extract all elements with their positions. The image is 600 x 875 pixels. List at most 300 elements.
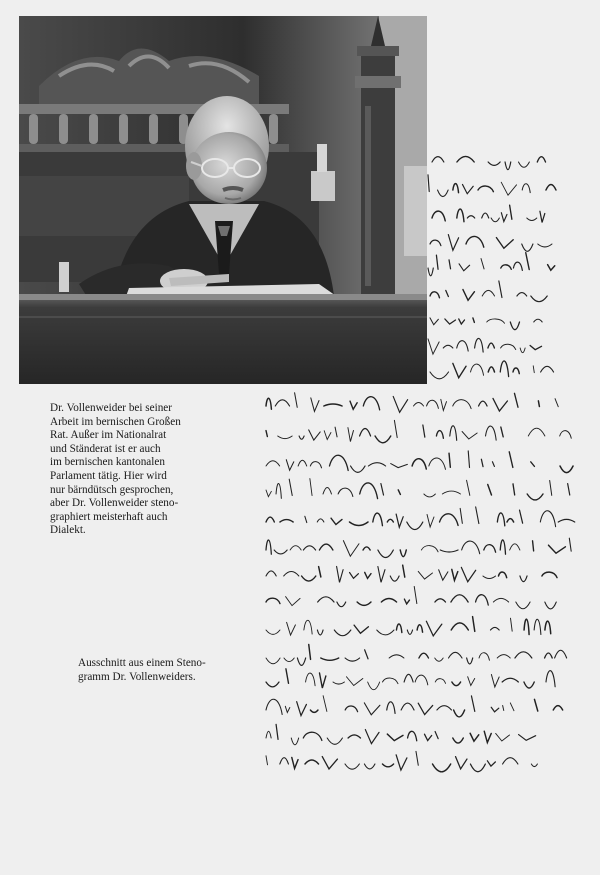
shorthand-stroke — [560, 466, 573, 473]
shorthand-stroke — [305, 760, 319, 764]
shorthand-stroke — [468, 677, 475, 686]
shorthand-stroke — [569, 538, 571, 551]
shorthand-stroke — [471, 364, 484, 375]
shorthand-stroke — [364, 764, 375, 769]
shorthand-stroke — [266, 398, 271, 409]
shorthand-stroke — [387, 519, 393, 522]
stenogram-drawing — [262, 140, 592, 780]
shorthand-stroke — [533, 541, 534, 551]
photo-caption-line: Dr. Vollenweider bei seiner — [50, 402, 172, 414]
shorthand-stroke — [363, 397, 379, 410]
shorthand-stroke — [322, 757, 337, 769]
shorthand-stroke — [479, 653, 489, 661]
shorthand-stroke — [266, 699, 282, 714]
shorthand-stroke — [503, 705, 504, 710]
shorthand-stroke — [320, 673, 326, 688]
shorthand-stroke — [484, 731, 491, 742]
shorthand-stroke — [501, 427, 503, 437]
shorthand-stroke — [475, 338, 484, 352]
shorthand-stroke — [500, 540, 505, 554]
shorthand-stroke — [533, 366, 534, 373]
shorthand-stroke — [513, 368, 519, 374]
shorthand-stroke — [412, 459, 426, 469]
shorthand-stroke — [419, 653, 429, 658]
shorthand-stroke — [346, 677, 362, 686]
shorthand-stroke — [452, 569, 458, 580]
shorthand-stroke — [418, 703, 432, 714]
shorthand-line — [266, 696, 563, 717]
shorthand-stroke — [527, 494, 543, 500]
shorthand-stroke — [421, 546, 438, 552]
shorthand-stroke — [286, 460, 294, 471]
photo-caption-line: Rat. Außer im Nationalrat — [50, 429, 167, 442]
shorthand-stroke — [287, 622, 296, 635]
shorthand-stroke — [482, 290, 494, 296]
shorthand-stroke — [343, 541, 359, 557]
shorthand-stroke — [310, 479, 312, 496]
shorthand-stroke — [297, 702, 307, 716]
photo-caption-line: im bernischen kantonalen — [50, 456, 165, 469]
shorthand-stroke — [321, 658, 339, 660]
shorthand-stroke — [476, 595, 489, 605]
shorthand-stroke — [276, 724, 278, 739]
shorthand-stroke — [457, 209, 464, 222]
shorthand-stroke — [348, 428, 354, 442]
shorthand-line — [432, 156, 546, 169]
shorthand-stroke — [446, 290, 449, 296]
shorthand-stroke — [396, 624, 401, 633]
shorthand-stroke — [467, 480, 470, 495]
shorthand-stroke — [387, 702, 395, 714]
shorthand-stroke — [488, 367, 494, 372]
shorthand-stroke — [398, 490, 400, 495]
shorthand-stroke — [360, 428, 371, 436]
shorthand-stroke — [501, 344, 516, 349]
shorthand-stroke — [309, 430, 320, 440]
shorthand-stroke — [382, 764, 393, 767]
shorthand-stroke — [378, 550, 393, 557]
shorthand-stroke — [428, 175, 429, 192]
shorthand-stroke — [501, 265, 511, 269]
shorthand-line — [430, 235, 552, 252]
shorthand-stroke — [524, 619, 529, 634]
shorthand-stroke — [457, 156, 474, 162]
shorthand-stroke — [348, 735, 360, 738]
shorthand-stroke — [549, 545, 566, 553]
shorthand-stroke — [555, 399, 558, 407]
shorthand-stroke — [531, 296, 547, 302]
shorthand-stroke — [289, 479, 292, 495]
shorthand-stroke — [550, 480, 552, 495]
shorthand-stroke — [424, 494, 436, 497]
shorthand-stroke — [275, 400, 289, 406]
shorthand-stroke — [368, 463, 385, 466]
shorthand-stroke — [286, 669, 289, 684]
shorthand-stroke — [437, 706, 452, 710]
shorthand-stroke — [387, 734, 403, 741]
shorthand-stroke — [487, 761, 495, 766]
shorthand-stroke — [524, 682, 534, 688]
shorthand-stroke — [484, 545, 496, 553]
shorthand-stroke — [303, 732, 322, 740]
shorthand-stroke — [497, 655, 510, 658]
shorthand-stroke — [451, 623, 468, 630]
shorthand-stroke — [354, 625, 368, 633]
shorthand-stroke — [560, 431, 572, 439]
shorthand-stroke — [440, 550, 458, 552]
shorthand-stroke — [319, 567, 321, 577]
shorthand-stroke — [266, 490, 271, 497]
stenogram-handwriting — [262, 140, 592, 780]
shorthand-stroke — [408, 731, 417, 740]
shorthand-stroke — [537, 157, 545, 162]
shorthand-stroke — [364, 703, 380, 715]
shorthand-stroke — [548, 265, 555, 271]
shorthand-stroke — [266, 431, 267, 437]
shorthand-stroke — [454, 710, 465, 717]
shorthand-stroke — [327, 738, 342, 744]
shorthand-line — [266, 507, 575, 530]
shorthand-stroke — [540, 511, 555, 527]
shorthand-stroke — [407, 630, 412, 634]
shorthand-stroke — [498, 572, 506, 578]
shorthand-stroke — [493, 598, 508, 602]
shorthand-stroke — [335, 427, 337, 437]
shorthand-stroke — [432, 764, 450, 772]
shorthand-stroke — [514, 393, 518, 407]
photo-caption-line: Parlament tätig. Hier wird — [50, 469, 167, 482]
shorthand-stroke — [496, 238, 513, 249]
photo-caption — [50, 402, 240, 538]
shorthand-stroke — [470, 764, 485, 772]
shorthand-stroke — [510, 205, 512, 219]
shorthand-stroke — [363, 547, 370, 550]
shorthand-line — [428, 253, 555, 276]
shorthand-stroke — [545, 653, 553, 658]
shorthand-stroke — [435, 658, 443, 661]
shorthand-stroke — [510, 703, 514, 711]
shorthand-stroke — [360, 483, 378, 499]
shorthand-stroke — [497, 513, 504, 526]
shorthand-stroke — [492, 462, 494, 467]
shorthand-stroke — [381, 598, 396, 602]
shorthand-stroke — [323, 487, 331, 494]
shorthand-stroke — [470, 733, 479, 741]
shorthand-stroke — [424, 734, 431, 740]
shorthand-stroke — [298, 460, 307, 466]
shorthand-stroke — [317, 630, 323, 635]
shorthand-stroke — [468, 451, 469, 468]
shorthand-stroke — [487, 319, 505, 323]
shorthand-stroke — [350, 572, 359, 578]
shorthand-stroke — [324, 404, 342, 406]
shorthand-stroke — [428, 268, 433, 276]
shorthand-stroke — [432, 157, 444, 162]
shorthand-stroke — [467, 658, 473, 664]
shorthand-stroke — [522, 244, 533, 251]
shorthand-stroke — [502, 678, 518, 682]
shorthand-stroke — [542, 572, 557, 578]
shorthand-stroke — [428, 339, 439, 354]
shorthand-stroke — [463, 290, 475, 301]
shorthand-stroke — [534, 619, 541, 634]
shorthand-stroke — [310, 462, 321, 468]
shorthand-stroke — [440, 514, 459, 526]
shorthand-stroke — [382, 678, 398, 684]
photo-caption-line: Arbeit im bernischen Großen — [50, 415, 181, 428]
shorthand-stroke — [518, 162, 529, 167]
shorthand-stroke — [426, 621, 441, 636]
shorthand-stroke — [432, 211, 445, 221]
shorthand-stroke — [441, 399, 447, 410]
shorthand-stroke — [459, 264, 470, 271]
shorthand-stroke — [553, 706, 562, 710]
shorthand-stroke — [461, 567, 475, 581]
shorthand-stroke — [394, 420, 397, 437]
shorthand-stroke — [373, 513, 383, 526]
shorthand-stroke — [462, 431, 477, 439]
shorthand-stroke — [396, 514, 403, 527]
shorthand-stroke — [481, 259, 484, 269]
shorthand-stroke — [297, 658, 305, 665]
shorthand-stroke — [490, 627, 499, 630]
stenogram-caption-line: gramm Dr. Vollenweiders. — [78, 670, 196, 683]
shorthand-stroke — [558, 519, 574, 522]
shorthand-stroke — [414, 402, 424, 406]
shorthand-stroke — [545, 602, 556, 609]
shorthand-stroke — [280, 758, 289, 764]
shorthand-stroke — [449, 260, 450, 269]
shorthand-stroke — [451, 595, 468, 602]
shorthand-stroke — [520, 348, 525, 353]
shorthand-stroke — [381, 484, 384, 495]
shorthand-stroke — [333, 682, 344, 684]
shorthand-stroke — [488, 343, 494, 348]
shorthand-stroke — [331, 518, 342, 524]
shorthand-stroke — [491, 218, 499, 222]
shorthand-stroke — [427, 514, 434, 527]
shorthand-stroke — [295, 393, 298, 408]
shorthand-stroke — [266, 571, 276, 576]
shorthand-stroke — [436, 255, 438, 269]
shorthand-stroke — [476, 507, 479, 524]
shorthand-stroke — [365, 650, 368, 659]
shorthand-stroke — [404, 674, 413, 682]
shorthand-stroke — [286, 597, 301, 606]
shorthand-stroke — [304, 620, 312, 634]
shorthand-stroke — [510, 544, 520, 550]
shorthand-stroke — [453, 184, 459, 193]
shorthand-stroke — [459, 319, 465, 324]
shorthand-stroke — [473, 617, 475, 632]
shorthand-stroke — [310, 710, 318, 712]
photo-caption-line: aber Dr. Vollenweider steno- — [50, 497, 179, 510]
shorthand-stroke — [499, 281, 502, 298]
shorthand-stroke — [401, 703, 414, 710]
shorthand-stroke — [414, 586, 417, 603]
shorthand-stroke — [460, 508, 462, 523]
shorthand-stroke — [491, 675, 499, 687]
shorthand-stroke — [292, 757, 298, 768]
shorthand-line — [266, 669, 555, 690]
shorthand-stroke — [329, 455, 348, 470]
shorthand-stroke — [345, 764, 359, 769]
shorthand-stroke — [448, 235, 458, 251]
shorthand-stroke — [317, 519, 324, 522]
shorthand-stroke — [520, 576, 527, 582]
shorthand-stroke — [546, 184, 556, 190]
shorthand-stroke — [423, 425, 425, 437]
stenogram-caption-line: Ausschnitt aus einem Steno- — [78, 657, 206, 669]
shorthand-stroke — [323, 696, 327, 712]
shorthand-stroke — [483, 576, 496, 579]
shorthand-stroke — [478, 186, 493, 192]
shorthand-stroke — [266, 658, 280, 664]
shorthand-stroke — [493, 398, 507, 411]
shorthand-stroke — [527, 218, 537, 220]
shorthand-stroke — [513, 484, 515, 495]
shorthand-stroke — [430, 292, 439, 298]
shorthand-stroke — [445, 319, 456, 324]
shorthand-stroke — [522, 184, 530, 193]
shorthand-line — [266, 538, 571, 557]
shorthand-line — [430, 318, 542, 330]
shorthand-stroke — [568, 484, 570, 496]
shorthand-stroke — [284, 572, 299, 576]
shorthand-stroke — [403, 565, 405, 577]
shorthand-line — [266, 617, 551, 636]
shorthand-stroke — [266, 682, 279, 687]
shorthand-stroke — [538, 401, 539, 407]
shorthand-stroke — [266, 517, 274, 522]
shorthand-stroke — [538, 244, 552, 247]
shorthand-stroke — [390, 576, 399, 581]
stenogram-caption — [78, 657, 246, 684]
shorthand-stroke — [393, 396, 407, 412]
shorthand-stroke — [350, 401, 357, 409]
shorthand-line — [266, 451, 573, 473]
shorthand-stroke — [526, 253, 529, 270]
shorthand-stroke — [496, 733, 510, 741]
photo-caption-line: nur bärndütsch gesprochen, — [50, 483, 174, 496]
shorthand-stroke — [337, 602, 346, 607]
shorthand-stroke — [391, 464, 408, 468]
shorthand-stroke — [449, 652, 463, 658]
shorthand-stroke — [430, 318, 438, 325]
shorthand-line — [428, 175, 556, 197]
shorthand-stroke — [438, 190, 449, 197]
shorthand-line — [266, 724, 536, 744]
shorthand-stroke — [318, 597, 334, 602]
shorthand-stroke — [430, 372, 449, 379]
shorthand-line — [266, 393, 558, 413]
shorthand-stroke — [531, 764, 537, 767]
shorthand-stroke — [435, 732, 438, 739]
shorthand-stroke — [375, 436, 391, 443]
shorthand-stroke — [266, 756, 268, 765]
shorthand-stroke — [456, 757, 467, 769]
shorthand-stroke — [540, 211, 545, 222]
shorthand-stroke — [453, 363, 466, 377]
shorthand-stroke — [457, 341, 468, 351]
shorthand-stroke — [266, 630, 280, 634]
shorthand-stroke — [407, 522, 423, 530]
shorthand-stroke — [365, 730, 379, 744]
shorthand-line — [266, 479, 570, 500]
shorthand-stroke — [266, 731, 271, 738]
shorthand-stroke — [285, 706, 290, 712]
shorthand-stroke — [400, 550, 406, 557]
shorthand-stroke — [291, 738, 298, 745]
shorthand-stroke — [482, 213, 489, 218]
shorthand-stroke — [507, 519, 514, 522]
shorthand-stroke — [306, 673, 316, 686]
shorthand-stroke — [334, 630, 351, 636]
shorthand-stroke — [501, 182, 516, 195]
shorthand-stroke — [284, 658, 294, 662]
shorthand-stroke — [479, 401, 487, 406]
shorthand-stroke — [453, 400, 471, 409]
shorthand-stroke — [357, 602, 371, 605]
shorthand-stroke — [415, 675, 428, 685]
shorthand-stroke — [349, 522, 368, 525]
shorthand-stroke — [429, 458, 446, 469]
shorthand-stroke — [531, 462, 535, 467]
shorthand-stroke — [488, 162, 500, 165]
shorthand-stroke — [427, 400, 439, 408]
shorthand-stroke — [503, 758, 518, 764]
shorthand-stroke — [368, 682, 380, 690]
shorthand-stroke — [266, 598, 280, 603]
shorthand-stroke — [453, 738, 464, 743]
shorthand-line — [266, 644, 567, 665]
shorthand-stroke — [555, 650, 567, 658]
shorthand-stroke — [290, 546, 301, 550]
shorthand-stroke — [266, 461, 280, 466]
shorthand-stroke — [462, 184, 473, 193]
photo-caption-line: und Ständerat ist er auch — [50, 442, 161, 455]
shorthand-stroke — [309, 644, 311, 659]
shorthand-line — [266, 586, 556, 608]
shorthand-stroke — [439, 570, 448, 580]
shorthand-stroke — [501, 213, 507, 222]
shorthand-stroke — [534, 319, 542, 322]
shorthand-stroke — [303, 546, 315, 550]
shorthand-stroke — [546, 671, 555, 687]
photo-caption-line: Dialekt. — [50, 524, 86, 537]
shorthand-stroke — [534, 699, 537, 711]
shorthand-stroke — [416, 751, 418, 765]
shorthand-stroke — [338, 488, 353, 496]
shorthand-stroke — [449, 453, 450, 467]
shorthand-stroke — [280, 520, 293, 522]
shorthand-line — [266, 420, 571, 442]
shorthand-stroke — [488, 484, 492, 494]
photo-caption-line: graphiert meisterhaft auch — [50, 510, 168, 523]
shorthand-stroke — [519, 735, 536, 741]
shorthand-stroke — [515, 652, 532, 658]
shorthand-stroke — [500, 361, 508, 377]
shorthand-stroke — [430, 240, 441, 246]
shorthand-stroke — [473, 318, 474, 322]
shorthand-line — [432, 205, 545, 222]
shorthand-stroke — [345, 706, 357, 712]
shorthand-stroke — [505, 162, 511, 170]
shorthand-line — [428, 338, 542, 354]
shorthand-stroke — [365, 572, 371, 578]
shorthand-stroke — [377, 630, 394, 635]
shorthand-stroke — [443, 345, 453, 348]
